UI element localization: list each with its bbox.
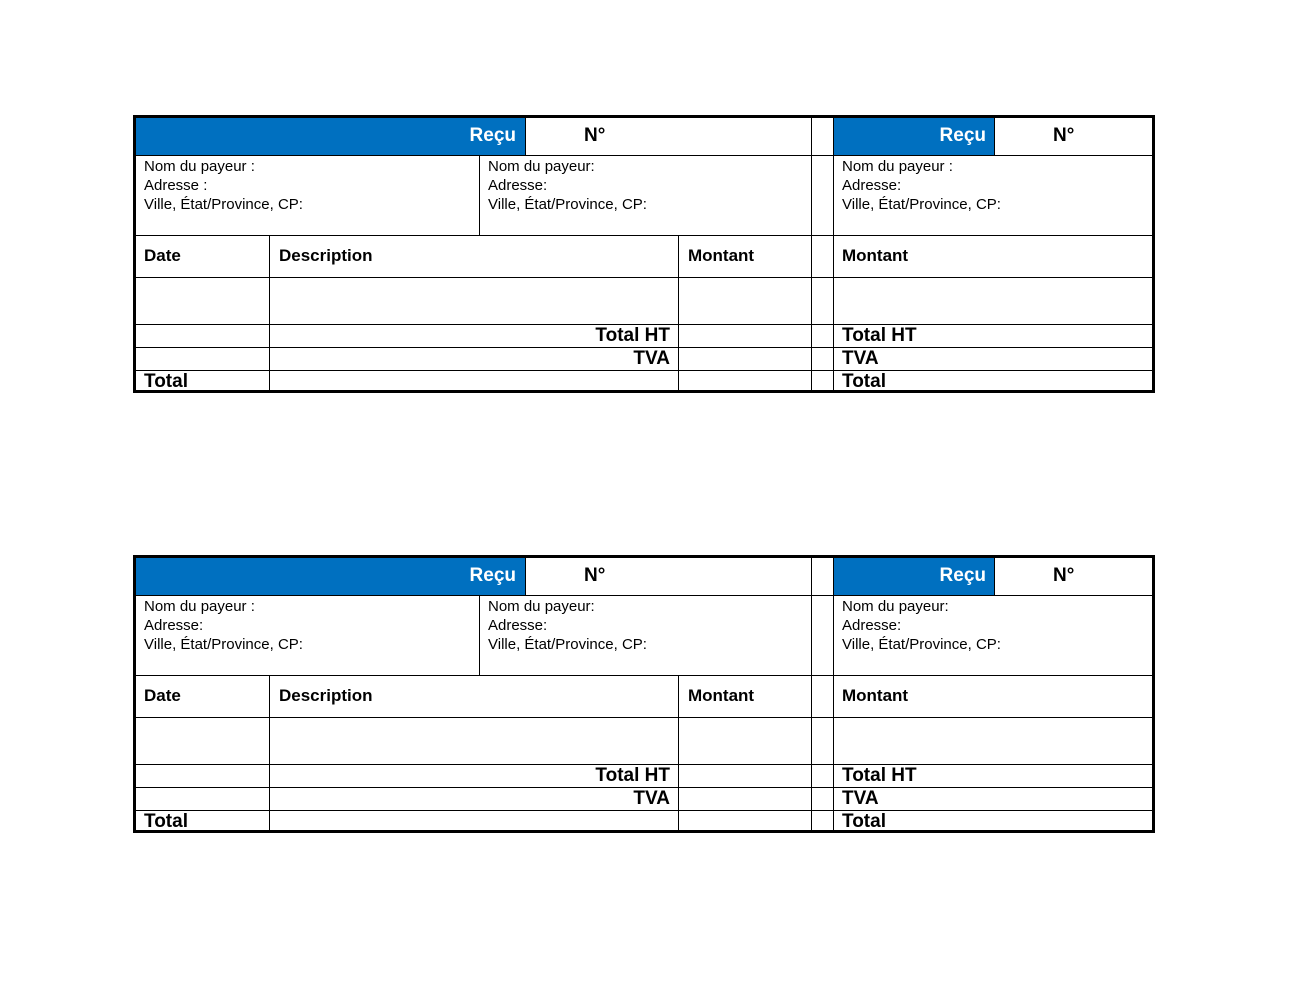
receipt-number-label: N° [584, 125, 606, 146]
divider [479, 595, 480, 675]
payer-info-left [144, 597, 303, 654]
divider [269, 675, 270, 830]
column-header-amount: Montant [688, 686, 755, 705]
stub-tax-label: TVA [842, 348, 879, 369]
receipt-title: Reçu [469, 565, 516, 586]
stub-amount-cell[interactable] [834, 718, 1154, 764]
stub-title: Reçu [939, 125, 986, 146]
divider [994, 558, 995, 595]
stub-subtotal-label: Total HT [842, 325, 917, 346]
subtotal-label: Total HT [595, 765, 670, 786]
divider [136, 324, 1152, 325]
column-header-date: Date [144, 686, 181, 705]
divider [678, 675, 679, 830]
divider [136, 277, 1152, 278]
payer-address-label: Adresse: [488, 617, 548, 634]
divider [136, 235, 1152, 236]
payer-city-label: Ville, État/Province, CP: [144, 196, 303, 213]
amount-cell[interactable] [679, 718, 810, 764]
date-cell[interactable] [136, 278, 269, 324]
total-amount-cell[interactable] [679, 371, 810, 393]
column-header-description: Description [279, 246, 373, 265]
payer-address-label: Adresse: [144, 617, 204, 634]
payer-name-label: Nom du payeur: [488, 158, 595, 175]
stub-number-label: N° [1053, 565, 1075, 586]
divider [136, 675, 1152, 676]
receipt-title: Reçu [469, 125, 516, 146]
date-cell[interactable] [136, 718, 269, 764]
divider [811, 118, 812, 390]
tax-label: TVA [633, 348, 670, 369]
divider [136, 810, 1152, 811]
payer-city-label: Ville, État/Province, CP: [488, 636, 647, 653]
stub-column-header-amount: Montant [842, 686, 909, 705]
payer-info-middle [488, 157, 647, 214]
receipt-number-label: N° [584, 565, 606, 586]
divider [269, 235, 270, 390]
divider [678, 235, 679, 390]
divider [136, 787, 1152, 788]
divider [833, 118, 834, 390]
divider [833, 558, 834, 830]
total-label: Total [144, 811, 188, 832]
payer-city-label: Ville, État/Province, CP: [144, 636, 303, 653]
tax-label: TVA [633, 788, 670, 809]
stub-number-label: N° [1053, 125, 1075, 146]
divider [136, 717, 1152, 718]
divider [811, 558, 812, 830]
divider [525, 118, 526, 155]
payer-address-label: Adresse: [488, 177, 548, 194]
divider [136, 155, 1152, 156]
subtotal-label: Total HT [595, 325, 670, 346]
payer-info-stub [842, 597, 1001, 654]
payer-city-label: Ville, État/Province, CP: [842, 196, 1001, 213]
description-cell[interactable] [270, 718, 678, 764]
divider [994, 118, 995, 155]
divider [136, 595, 1152, 596]
divider [136, 370, 1152, 371]
stub-subtotal-label: Total HT [842, 765, 917, 786]
total-label: Total [144, 371, 188, 392]
divider [136, 764, 1152, 765]
amount-cell[interactable] [679, 278, 810, 324]
tax-amount-cell[interactable] [679, 788, 810, 810]
total-amount-cell[interactable] [679, 811, 810, 833]
stub-total-label: Total [842, 811, 886, 832]
payer-name-label: Nom du payeur : [144, 158, 255, 175]
column-header-amount: Montant [688, 246, 755, 265]
subtotal-amount-cell[interactable] [679, 765, 810, 787]
description-cell[interactable] [270, 278, 678, 324]
payer-city-label: Ville, État/Province, CP: [488, 196, 647, 213]
column-header-date: Date [144, 246, 181, 265]
payer-name-label: Nom du payeur: [488, 598, 595, 615]
column-header-description: Description [279, 686, 373, 705]
payer-address-label: Adresse: [842, 177, 902, 194]
divider [479, 155, 480, 235]
payer-info-middle [488, 597, 647, 654]
payer-info-left [144, 157, 303, 214]
payer-name-label: Nom du payeur: [842, 598, 949, 615]
stub-amount-cell[interactable] [834, 278, 1154, 324]
subtotal-amount-cell[interactable] [679, 325, 810, 347]
payer-name-label: Nom du payeur : [144, 598, 255, 615]
receipt-form [133, 115, 1155, 393]
stub-tax-label: TVA [842, 788, 879, 809]
divider [136, 347, 1152, 348]
stub-title: Reçu [939, 565, 986, 586]
receipt-form [133, 555, 1155, 833]
stub-column-header-amount: Montant [842, 246, 909, 265]
divider [525, 558, 526, 595]
payer-address-label: Adresse : [144, 177, 208, 194]
tax-amount-cell[interactable] [679, 348, 810, 370]
stub-total-label: Total [842, 371, 886, 392]
payer-name-label: Nom du payeur : [842, 158, 953, 175]
payer-info-stub [842, 157, 1001, 214]
payer-city-label: Ville, État/Province, CP: [842, 636, 1001, 653]
payer-address-label: Adresse: [842, 617, 902, 634]
